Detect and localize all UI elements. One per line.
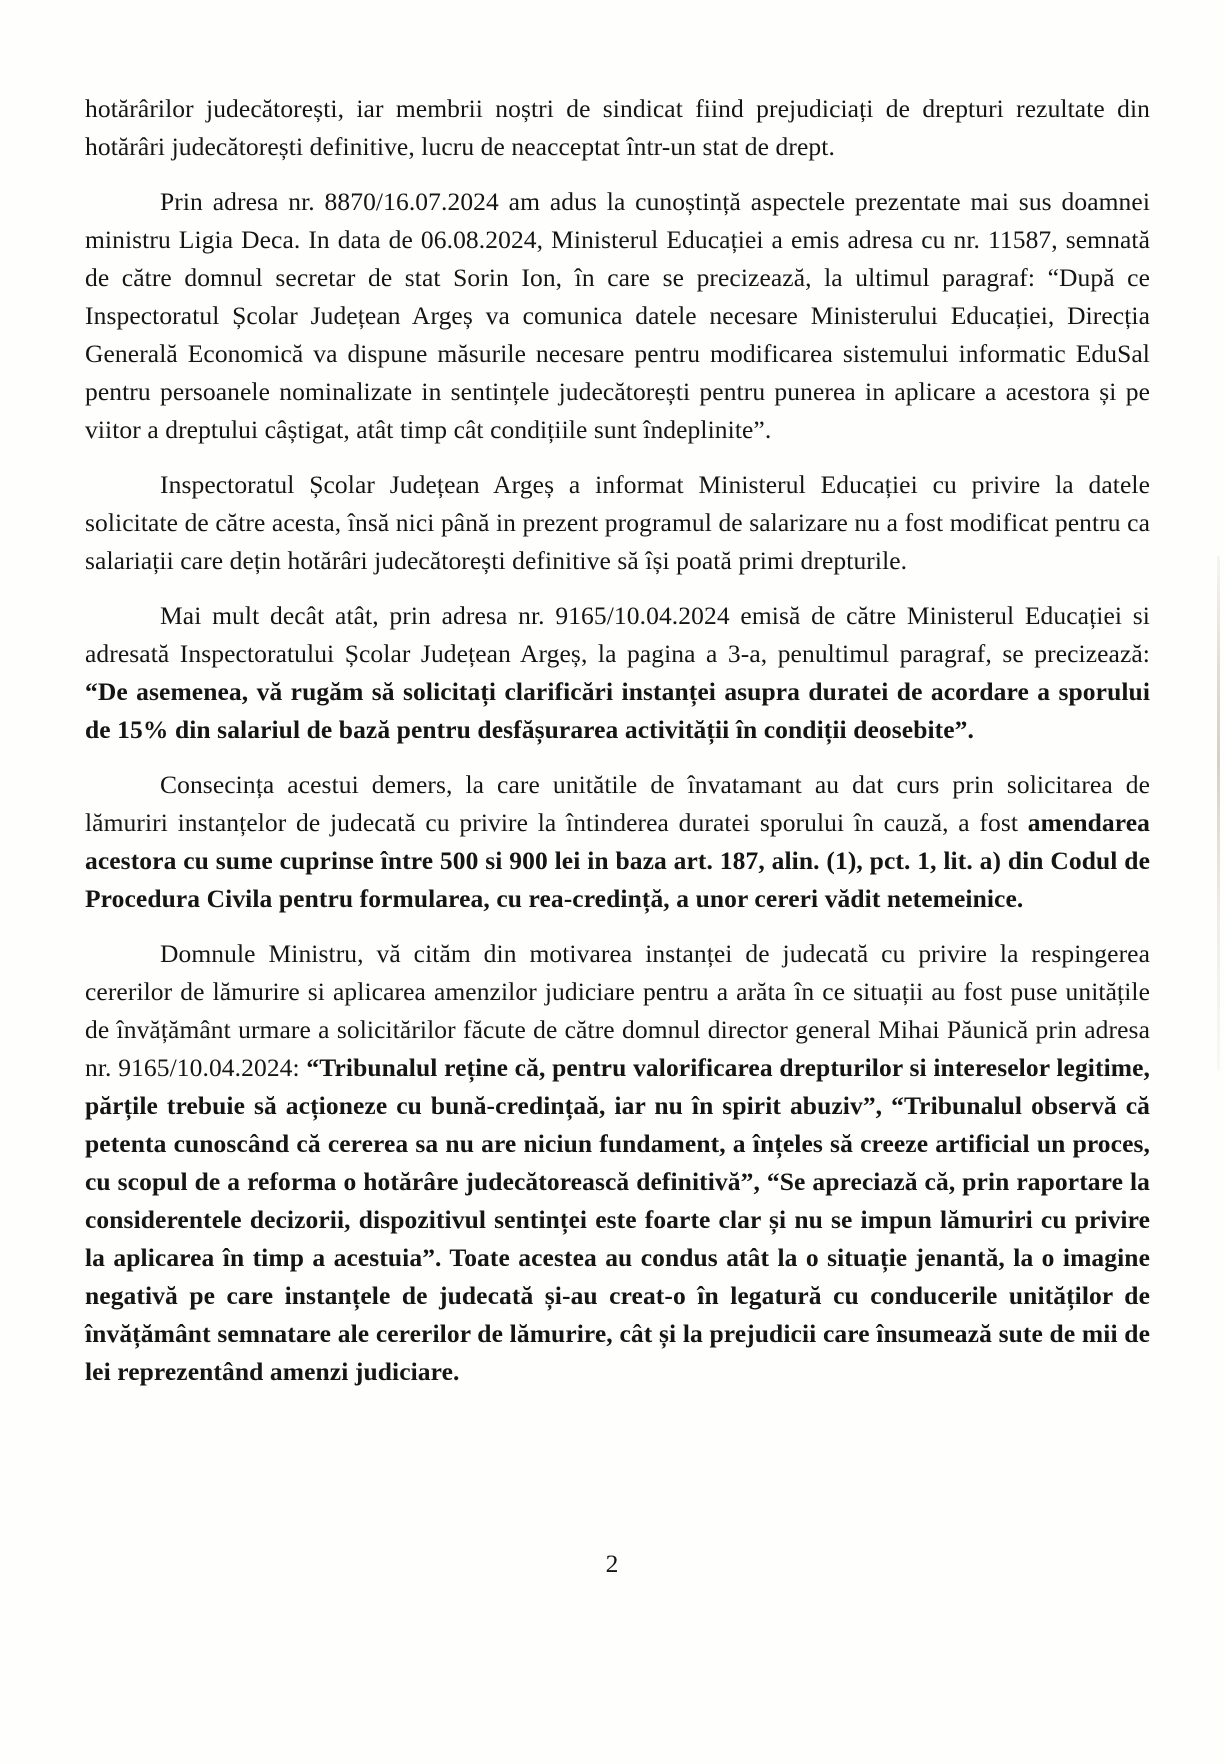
text-run: Mai mult decât atât, prin adresa nr. 9165/10.04.2024 emisă de către Ministerul Educației si adresată Inspectoratului Școlar Județean Argeș, la pagina a 3-a, penultimul paragraf, se precizează: [85, 601, 1150, 668]
paragraph [85, 183, 1150, 449]
paragraph [85, 935, 1150, 1391]
bold-text-run: “Tribunalul reține că, pentru valorificarea drepturilor si intereselor legitime, părțile trebuie să acționeze cu bună-credințaă, iar nu în spirit abuziv”, “Tribunalul observă că petenta cunoscând că cererea sa nu are niciun fundament, a înțeles să creeze artificial un proces, cu scopul de a reforma o hotărâre judecătorească definitivă”, “Se apreciază că, prin raportare la considerentele decizorii, dispozitivul sentinței este foarte clar și nu se impun lămuriri cu privire la aplicarea în timp a acestuia”. Toate acestea au condus atât la o situație jenantă, la o imagine negativă pe care instanțele de judecată și-au creat-o în legatură cu conducerile unităților de învățământ semnatare ale cererilor de lămurire, cât și la prejudicii care însumează sute de mii de lei reprezentând amenzi judiciare. [85, 1053, 1151, 1386]
paragraph [85, 90, 1150, 166]
paragraph [85, 597, 1150, 749]
document-body [85, 90, 1150, 1408]
paragraph [85, 466, 1150, 580]
scan-artifact-line [1217, 556, 1220, 1071]
text-run: hotărârilor judecătorești, iar membrii noștri de sindicat fiind prejudiciați de drepturi rezultate din hotărâri judecătorești definitive, lucru de neacceptat într-un stat de drept. [85, 94, 1150, 161]
page-number: 2 [605, 1549, 619, 1578]
text-run: Prin adresa nr. 8870/16.07.2024 am adus la cunoștință aspectele prezentate mai sus doamnei ministru Ligia Deca. In data de 06.08.2024, Ministerul Educației a emis adresa cu nr. 11587, semnată de către domnul secretar de stat Sorin Ion, în care se precizează, la ultimul paragraf: “După ce Inspectoratul Școlar Județean Argeș va comunica datele necesare Ministerului Educației, Direcția Generală Economică va dispune măsurile necesare pentru modificarea sistemului informatic EduSal pentru persoanele nominalizate in sentințele judecătorești pentru punerea in aplicare a acestora și pe viitor a dreptului câștigat, atât timp cât condițiile sunt îndeplinite”. [85, 187, 1150, 444]
text-run: Domnule Ministru, vă cităm din motivarea instanței de judecată cu privire la respingerea cererilor de lămurire si aplicarea amenzilor judiciare pentru a arăta în ce situații au fost puse unitățile de învățământ urmare a solicitărilor făcute de către domnul director general Mihai Păunică prin adresa nr. 9165/10.04.2024: [85, 939, 1150, 1082]
text-run: Consecința acestui demers, la care unitătile de învatamant au dat curs prin solicitarea de lămuriri instanțelor de judecată cu privire la întinderea duratei sporului în cauză, a fost [85, 770, 1150, 837]
text-run: Inspectoratul Școlar Județean Argeș a informat Ministerul Educației cu privire la datele solicitate de către acesta, însă nici până in prezent programul de salarizare nu a fost modificat pentru ca salariații care dețin hotărâri judecătorești definitive să își poată primi drepturile. [85, 470, 1150, 575]
bold-text-run: “De asemenea, vă rugăm să solicitați clarificări instanței asupra duratei de acordare a sporului de 15% din salariul de bază pentru desfășurarea activității în condiții deosebite”. [85, 677, 1150, 744]
paragraph [85, 766, 1150, 918]
bold-text-run: amendarea acestora cu sume cuprinse între 500 si 900 lei in baza art. 187, alin. (1), pct. 1, lit. a) din Codul de Procedura Civila pentru formularea, cu rea-credință, a unor cereri vădit netemeinice. [85, 808, 1150, 913]
